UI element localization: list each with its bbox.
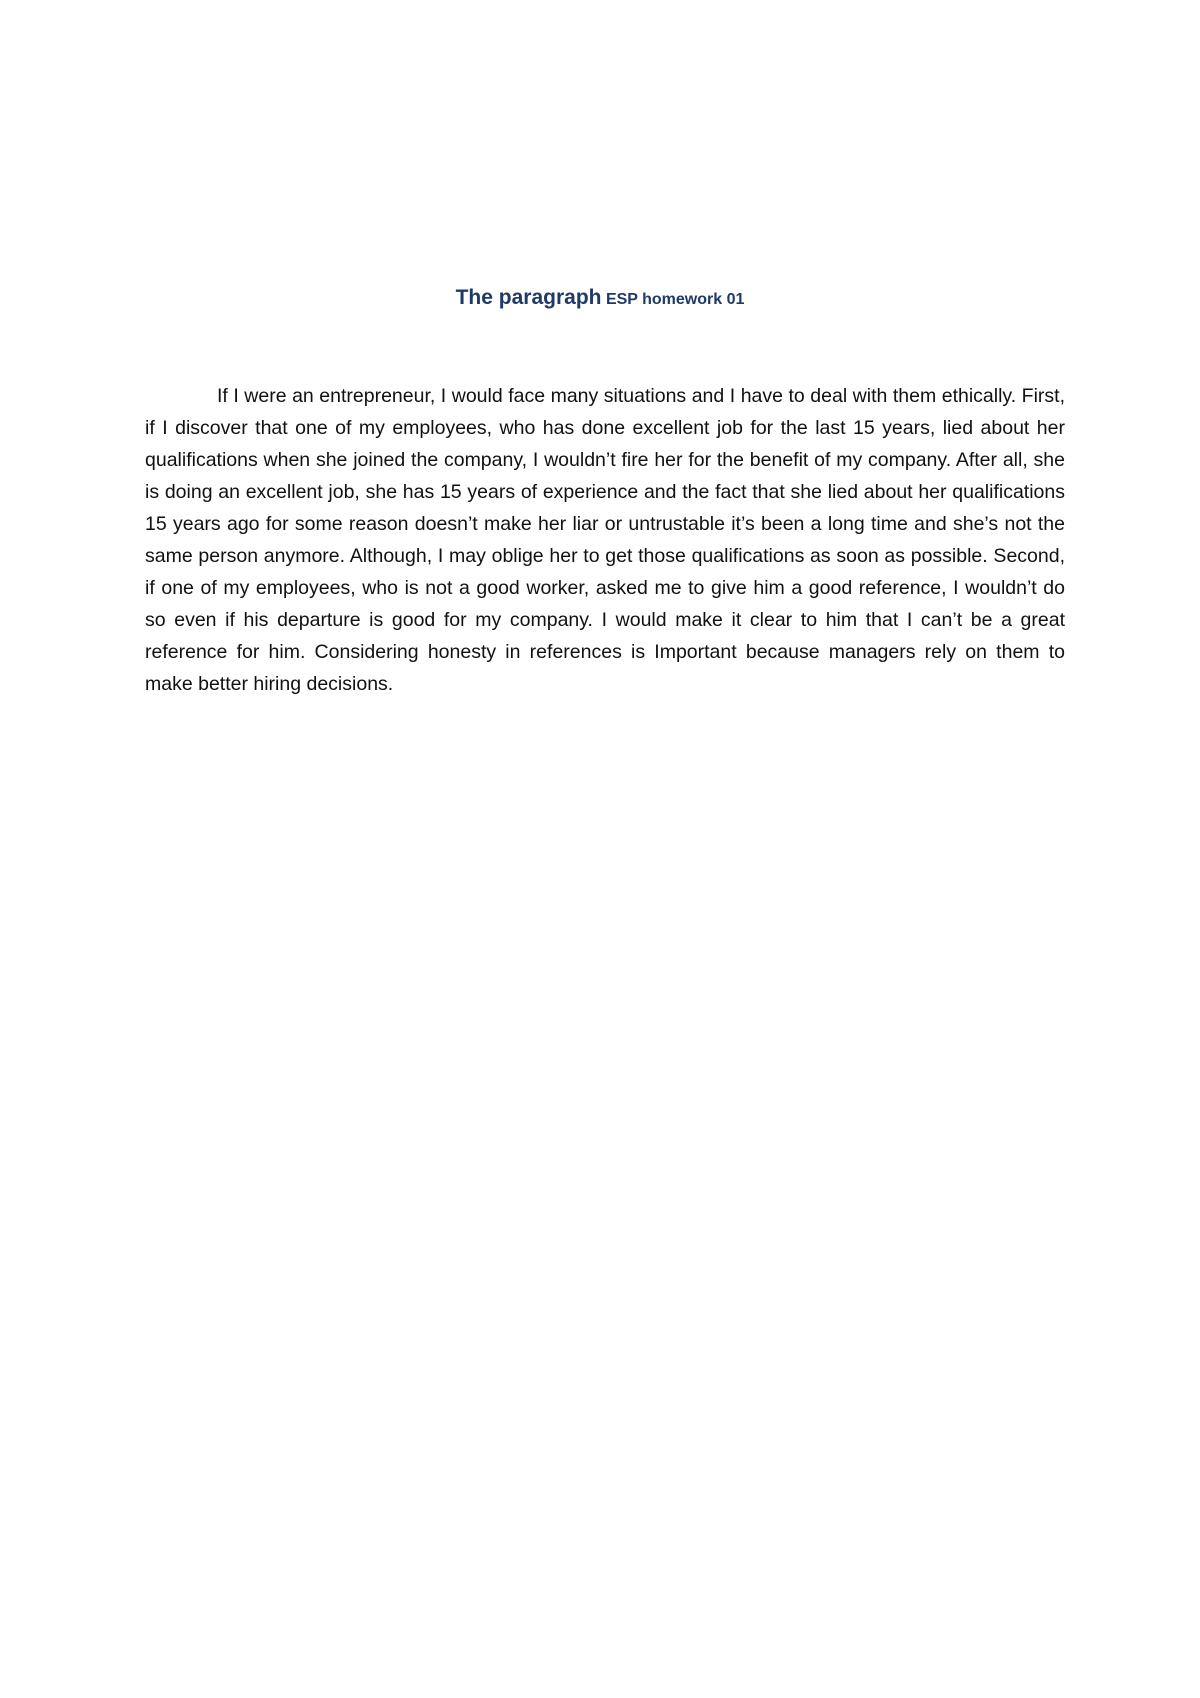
body-paragraph: If I were an entrepreneur, I would face many situations and I have to deal with them ethically. First, if I discover that one of my employees, who has done excellent job for the last 15 years, lied about her qualifications when she joined the company, I wouldn’t fire her for the benefit of my company. After all, she is doing an excellent job, she has 15 years of experience and the fact that she lied about her qualifications 15 years ago for some reason doesn’t make her liar or untrustable it’s been a long time and she’s not the same person anymore. Although, I may oblige her to get those qualifications as soon as possible. Second, if one of my employees, who is not a good worker, asked me to give him a good reference, I wouldn’t do so even if his departure is good for my company. I would make it clear to him that I can’t be a great reference for him. Considering honesty in references is Important because managers rely on them to make better hiring decisions.	[145, 385, 1065, 695]
title-main: The paragraph	[455, 286, 602, 309]
document-title	[0, 286, 1200, 310]
title-subtitle: ESP homework 01	[605, 291, 745, 308]
